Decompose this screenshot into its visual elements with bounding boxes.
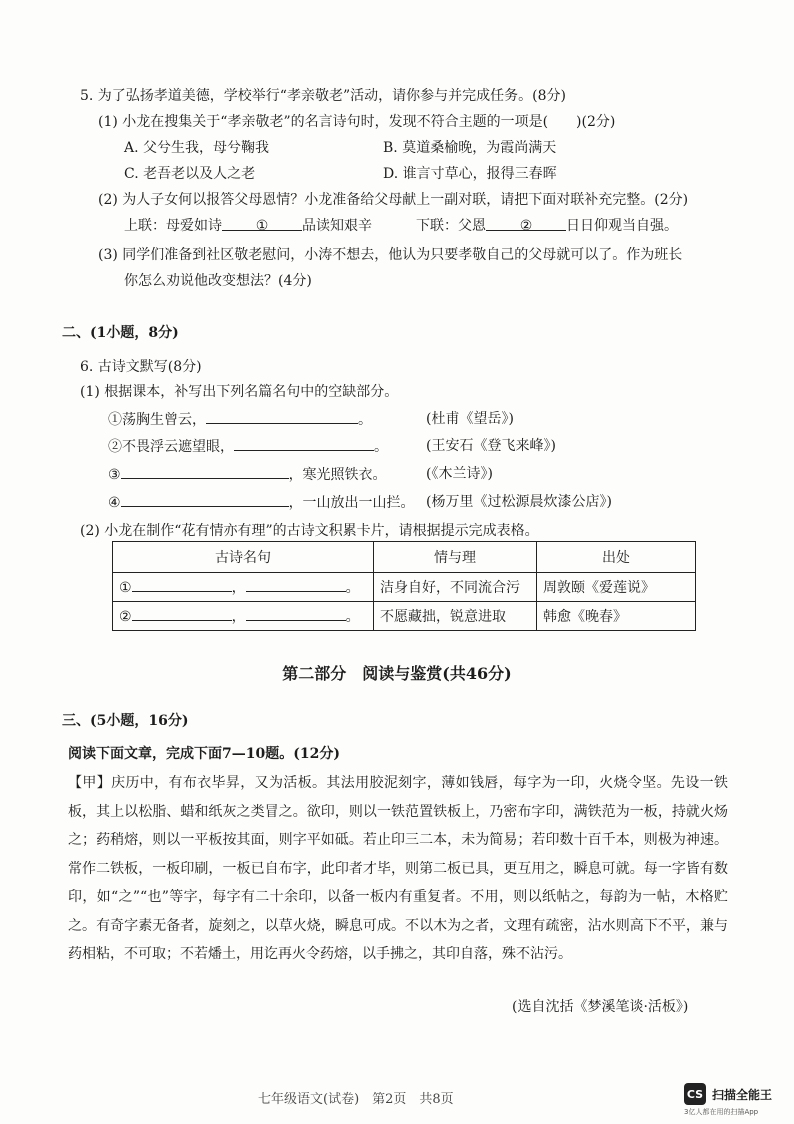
passage-source: (选自沈括《梦溪笔谈·活板》) (512, 999, 689, 1015)
section-2-heading: 二、(1小题，8分) (62, 325, 179, 341)
source-cell: 周敦颐《爱莲说》 (537, 573, 696, 602)
table-row (113, 602, 696, 631)
table-blank[interactable] (132, 577, 232, 592)
q6-part2: (2) 小龙在制作“花有情亦有理”的古诗文积累卡片，请根据提示完成表格。 (80, 523, 539, 539)
header-meaning: 情与理 (374, 542, 537, 573)
page-footer: 七年级语文(试卷) 第2页 共8页 (258, 1092, 454, 1107)
scanner-watermark (684, 1083, 772, 1105)
q6-stem: 6. 古诗文默写(8分) (80, 359, 202, 375)
table-row (113, 573, 696, 602)
section-3-heading: 三、(5小题，16分) (62, 713, 189, 729)
option-b: B. 莫道桑榆晚，为霞尚满天 (383, 140, 557, 156)
table-blank[interactable] (132, 606, 232, 621)
recite-blank-2[interactable] (234, 436, 374, 451)
option-c: C. 老吾老以及人之老 (124, 166, 256, 182)
option-d: D. 谁言寸草心，报得三春晖 (383, 166, 557, 182)
upper-couplet: 上联：母爱如诗 ① 品读知艰辛 (124, 218, 372, 234)
part-2-title: 第二部分 阅读与鉴赏(共46分) (282, 664, 512, 683)
meaning-cell: 洁身自好，不同流合污 (374, 573, 537, 602)
recite-source-3: (《木兰诗》) (426, 466, 493, 482)
recite-blank-3[interactable] (121, 464, 289, 479)
q5-part3-line1: (3) 同学们准备到社区敬老慰问，小涛不想去，他认为只要孝敬自己的父母就可以了。作为班长 (98, 247, 683, 263)
watermark-subtitle: 3亿人都在用的扫描App (684, 1108, 759, 1116)
blank-1[interactable]: ① (222, 216, 302, 231)
q5-stem: 5. 为了弘扬孝道美德，学校举行“孝亲敬老”活动，请你参与并完成任务。(8分) (80, 88, 566, 104)
recite-source-2: (王安石《登飞来峰》) (426, 438, 556, 454)
passage-jia: 【甲】庆历中，有布衣毕昇，又为活板。其法用胶泥刻字，薄如钱唇，每字为一印，火烧令坚。先设一铁板，其上以松脂、蜡和纸灰之类冒之。欲印，则以一铁范置铁板上，乃密布字印，满铁范为一板，持就火炀之；药稍熔，则以一平板按其面，则字平如砥。若止印三二本，未为简易；若印数十百千本，则极为神速。常作二铁板，一板印刷，一板已自布字，此印者才毕，则第二板已具，更互用之，瞬息可就。每一字皆有数印，如“之”“也”等字，每字有二十余印，以备一板内有重复者。不用，则以纸帖之，每韵为一帖，木格贮之。有奇字素无备者，旋刻之，以草火烧，瞬息可成。不以木为之者，文理有疏密，沾水则高下不平，兼与药相粘，不可取；不若燔土，用讫再火令药熔，以手拂之，其印自落，殊不沾污。 (68, 775, 728, 962)
recite-line-4: ④ ，一山放出一山拦。 (108, 492, 415, 513)
table-header-row (113, 542, 696, 573)
recite-line-3: ③ ，寒光照铁衣。 (108, 464, 387, 485)
option-a: A. 父兮生我，母兮鞠我 (124, 140, 270, 156)
verse-cell: ② ， 。 (113, 602, 374, 631)
table-blank[interactable] (246, 577, 346, 592)
table-blank[interactable] (246, 606, 346, 621)
recite-source-4: (杨万里《过松源晨炊漆公店》) (426, 494, 612, 510)
watermark-name: 扫描全能王 (712, 1087, 773, 1102)
source-cell: 韩愈《晚春》 (537, 602, 696, 631)
blank-2[interactable]: ② (486, 216, 566, 231)
recite-source-1: (杜甫《望岳》) (426, 411, 514, 427)
recite-line-1: ①荡胸生曾云， 。 (108, 409, 372, 430)
poetry-card-table (112, 541, 696, 631)
recite-blank-1[interactable] (206, 409, 358, 424)
lower-couplet: 下联：父恩 ② 日日仰观当自强。 (416, 218, 678, 234)
q6-part1: (1) 根据课本，补写出下列名篇名句中的空缺部分。 (80, 384, 399, 400)
q5-part2: (2) 为人子女何以报答父母恩情？小龙准备给父母献上一副对联，请把下面对联补充完整。(2分) (98, 192, 689, 208)
q5-part1: (1) 小龙在搜集关于“孝亲敬老”的名言诗句时，发现不符合主题的一项是( )(2分) (98, 114, 616, 130)
recite-line-2: ②不畏浮云遮望眼， 。 (108, 436, 388, 457)
header-source: 出处 (537, 542, 696, 573)
header-verse: 古诗名句 (113, 542, 374, 573)
meaning-cell: 不愿藏拙，锐意进取 (374, 602, 537, 631)
verse-cell: ① ， 。 (113, 573, 374, 602)
reading-instruction: 阅读下面文章，完成下面7—10题。(12分) (68, 746, 340, 762)
recite-blank-4[interactable] (121, 492, 289, 507)
q5-part3-line2: 你怎么劝说他改变想法？(4分) (124, 273, 312, 289)
camscanner-logo-icon: CS (684, 1083, 706, 1105)
